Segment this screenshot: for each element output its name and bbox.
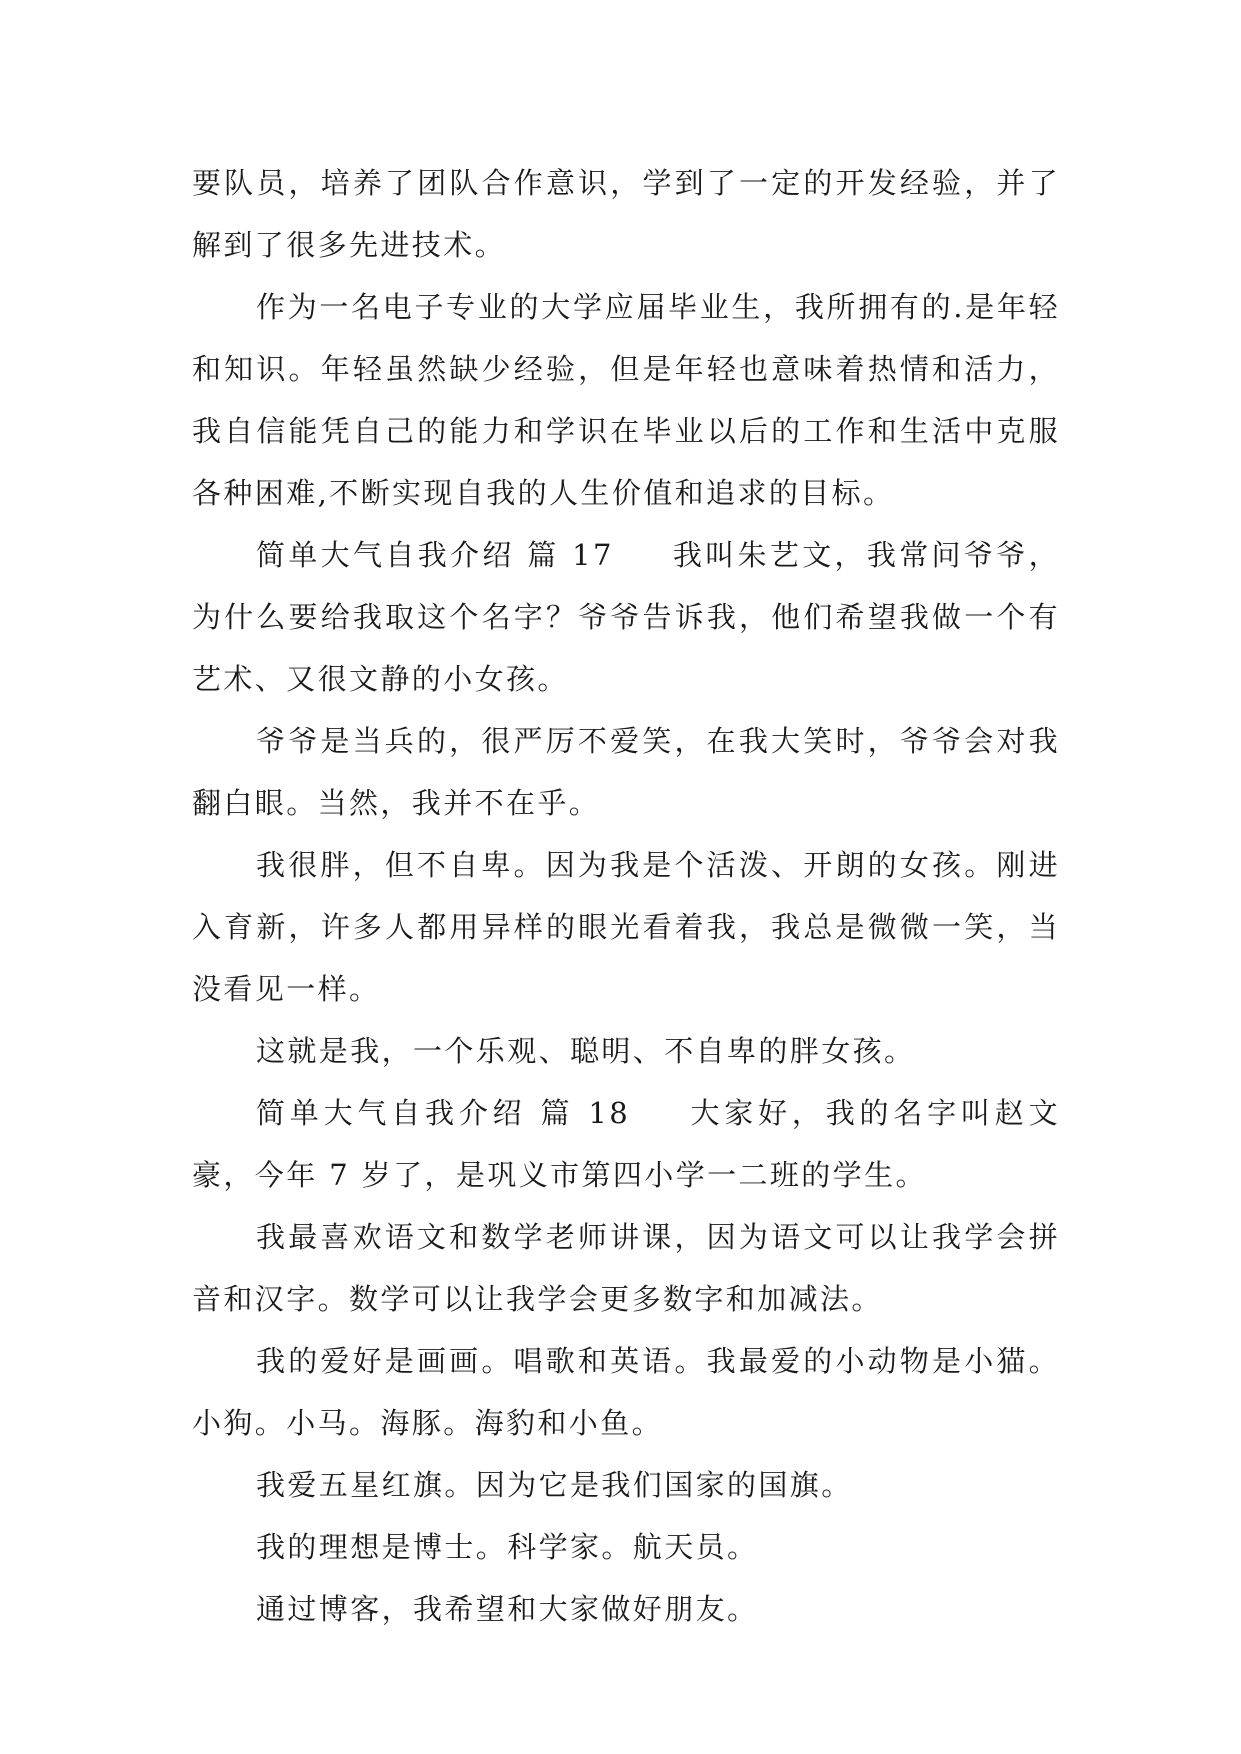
section-18-paragraph: 我的爱好是画画。唱歌和英语。我最爱的小动物是小猫。小狗。小马。海豚。海豹和小鱼。 <box>192 1344 1060 1440</box>
paragraph-continuation: 要队员，培养了团队合作意识，学到了一定的开发经验，并了解到了很多先进技术。 <box>192 166 1060 262</box>
section-17-paragraph: 爷爷是当兵的，很严厉不爱笑，在我大笑时，爷爷会对我翻白眼。当然，我并不在乎。 <box>192 724 1060 820</box>
section-17-paragraph: 这就是我，一个乐观、聪明、不自卑的胖女孩。 <box>256 1034 916 1068</box>
section-17-lead: 我叫朱艺文，我常问爷爷，为什么要给我取这个名字？爷爷告诉我，他们希望我做一个有艺术、又很文静的小女孩。 <box>192 538 1060 696</box>
section-17-intro <box>192 524 1060 710</box>
section-18-lead: 大家好，我的名字叫赵文豪，今年 7 岁了，是巩义市第四小学一二班的学生。 <box>192 1096 1060 1192</box>
section-18-paragraph: 通过博客，我希望和大家做好朋友。 <box>256 1592 759 1626</box>
document-body <box>192 152 1060 1640</box>
section-17-heading: 简单大气自我介绍 篇 17 <box>256 538 614 572</box>
paragraph-graduate-statement: 作为一名电子专业的大学应届毕业生，我所拥有的.是年轻和知识。年轻虽然缺少经验，但是年轻也意味着热情和活力，我自信能凭自己的能力和学识在毕业以后的工作和生活中克服各种困难,不断实现自我的人生价值和追求的目标。 <box>192 290 1060 510</box>
section-18-intro <box>192 1082 1060 1206</box>
section-18-paragraph: 我最喜欢语文和数学老师讲课，因为语文可以让我学会拼音和汉字。数学可以让我学会更多数字和加减法。 <box>192 1220 1060 1316</box>
section-18-paragraph: 我爱五星红旗。因为它是我们国家的国旗。 <box>256 1468 853 1502</box>
section-18-heading: 简单大气自我介绍 篇 18 <box>256 1096 631 1130</box>
section-18-paragraph: 我的理想是博士。科学家。航天员。 <box>256 1530 759 1564</box>
section-17-paragraph: 我很胖，但不自卑。因为我是个活泼、开朗的女孩。刚进入育新，许多人都用异样的眼光看着我，我总是微微一笑，当没看见一样。 <box>192 848 1060 1006</box>
